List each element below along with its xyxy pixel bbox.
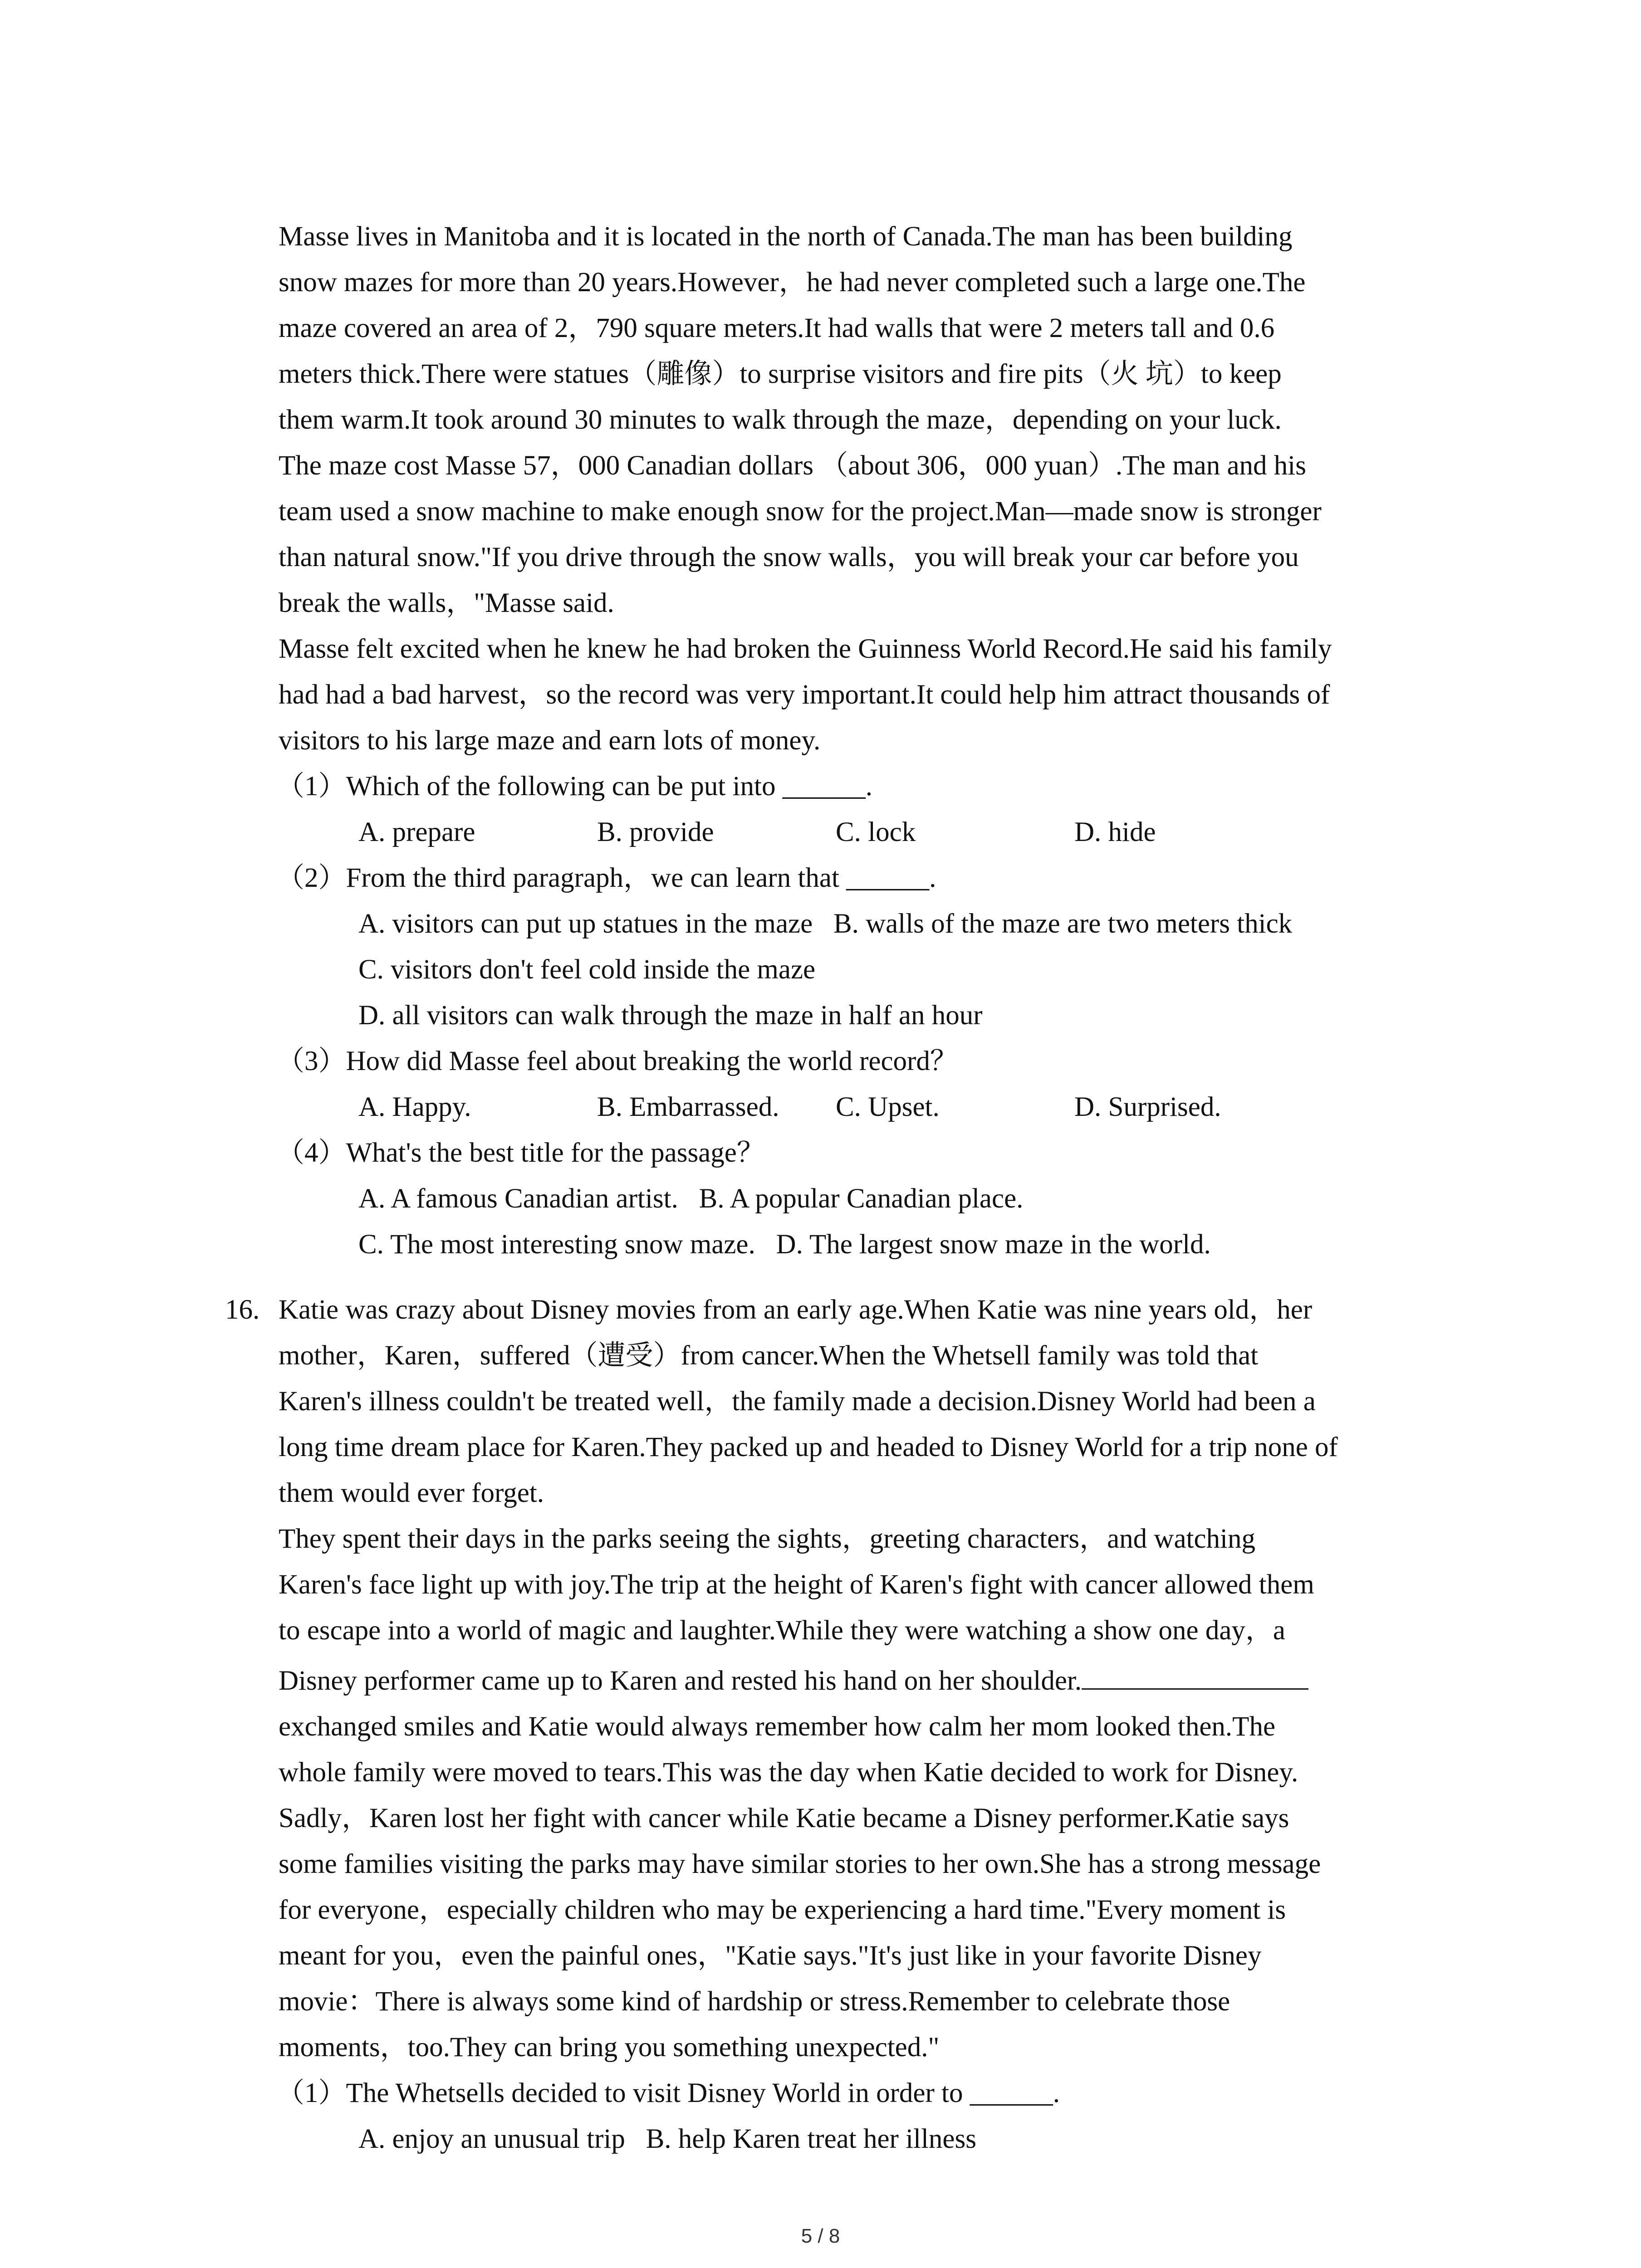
passage15-line-1: Masse lives in Manitoba and it is located in the north of Canada.The man has been building [279, 221, 1293, 252]
passage15-line-11: had had a bad harvest，so the record was very important.It could help him attract thousands of [279, 679, 1330, 710]
passage15-line-6: The maze cost Masse 57，000 Canadian dollars （about 306，000 yuan）.The man and his [279, 450, 1306, 481]
passage16-line-5: them would ever forget. [279, 1478, 544, 1508]
passage15-line-10: Masse felt excited when he knew he had broken the Guinness World Record.He said his family [279, 634, 1332, 664]
passage16-line-12: Sadly，Karen lost her fight with cancer while Katie became a Disney performer.Katie says [279, 1803, 1289, 1833]
passage15-q1-option-a[interactable]: A. prepare [358, 817, 475, 847]
passage15-q1-option-b[interactable]: B. provide [597, 817, 714, 847]
passage16-line-9 [279, 1664, 1308, 1697]
passage15-q2-options-line-2[interactable]: C. visitors don't feel cold inside the maze [358, 954, 816, 985]
passage15-line-5: them warm.It took around 30 minutes to walk through the maze，depending on your luck. [279, 405, 1282, 435]
passage16-line-14: for everyone，especially children who may be experiencing a hard time."Every moment is [279, 1895, 1286, 1925]
passage15-q1-option-c[interactable]: C. lock [836, 817, 916, 847]
passage15-q1-option-d[interactable]: D. hide [1074, 817, 1156, 847]
passage15-question-1: （1）Which of the following can be put into ______. [277, 771, 872, 802]
passage16-line-3: Karen's illness couldn't be treated well，the family made a decision.Disney World had been a [279, 1386, 1316, 1417]
passage16-line-8: to escape into a world of magic and laughter.While they were watching a show one day，a [279, 1615, 1285, 1646]
passage15-question-3: （3）How did Masse feel about breaking the world record？ [277, 1046, 958, 1076]
passage16-line-13: some families visiting the parks may have similar stories to her own.She has a strong message [279, 1849, 1321, 1879]
passage16-question-1: （1）The Whetsells decided to visit Disney World in order to ______. [277, 2078, 1060, 2108]
question-number-16: 16. [225, 1295, 260, 1325]
passage15-line-9: break the walls，"Masse said. [279, 588, 614, 618]
passage16-line-2: mother，Karen，suffered（遭受）from cancer.When the Whetsell family was told that [279, 1340, 1259, 1371]
passage15-q3-option-b[interactable]: B. Embarrassed. [597, 1092, 779, 1122]
passage16-line-1: Katie was crazy about Disney movies from an early age.When Katie was nine years old，her [279, 1295, 1313, 1325]
passage16-q1-options-line-1[interactable]: A. enjoy an unusual trip B. help Karen treat her illness [358, 2124, 976, 2154]
passage15-q3-option-d[interactable]: D. Surprised. [1074, 1092, 1221, 1122]
passage16-line-15: meant for you，even the painful ones，"Katie says."It's just like in your favorite Disney [279, 1941, 1262, 1971]
passage16-line-17: moments，too.They can bring you something unexpected." [279, 2032, 940, 2063]
passage15-q2-options-line-1[interactable]: A. visitors can put up statues in the maze B. walls of the maze are two meters thick [358, 909, 1293, 939]
passage16-line-16: movie：There is always some kind of hardship or stress.Remember to celebrate those [279, 1986, 1230, 2017]
passage15-q2-options-line-3[interactable]: D. all visitors can walk through the maze in half an hour [358, 1000, 983, 1031]
passage16-line-11: whole family were moved to tears.This was the day when Katie decided to work for Disney. [279, 1757, 1298, 1788]
passage15-line-2: snow mazes for more than 20 years.However，he had never completed such a large one.The [279, 267, 1306, 298]
passage15-line-12: visitors to his large maze and earn lots of money. [279, 725, 821, 756]
passage16-line-7: Karen's face light up with joy.The trip at the height of Karen's fight with cancer allowed them [279, 1569, 1314, 1600]
page-number: 5 / 8 [801, 2225, 840, 2247]
passage15-q4-options-line-1[interactable]: A. A famous Canadian artist. B. A popular Canadian place. [358, 1183, 1024, 1214]
passage15-q4-options-line-2[interactable]: C. The most interesting snow maze. D. The largest snow maze in the world. [358, 1229, 1211, 1260]
passage15-q3-option-a[interactable]: A. Happy. [358, 1092, 471, 1122]
passage15-line-3: maze covered an area of 2，790 square meters.It had walls that were 2 meters tall and 0.6 [279, 313, 1275, 343]
passage16-line-9-text: Disney performer came up to Karen and rested his hand on her shoulder. [279, 1666, 1082, 1696]
passage15-line-8: than natural snow."If you drive through the snow walls，you will break your car before you [279, 542, 1299, 572]
answer-blank[interactable] [1082, 1665, 1308, 1690]
passage15-question-2: （2）From the third paragraph，we can learn that ______. [277, 863, 936, 893]
passage15-line-4: meters thick.There were statues（雕像）to surprise visitors and fire pits（火 坑）to keep [279, 359, 1282, 389]
passage15-line-7: team used a snow machine to make enough snow for the project.Man—made snow is stronger [279, 496, 1322, 527]
passage16-line-6: They spent their days in the parks seeing the sights，greeting characters，and watching [279, 1524, 1255, 1554]
passage15-q3-option-c[interactable]: C. Upset. [836, 1092, 940, 1122]
passage16-line-4: long time dream place for Karen.They packed up and headed to Disney World for a trip none of [279, 1432, 1338, 1462]
passage15-question-4: （4）What's the best title for the passage？ [277, 1138, 764, 1168]
passage16-line-10: exchanged smiles and Katie would always remember how calm her mom looked then.The [279, 1711, 1276, 1742]
